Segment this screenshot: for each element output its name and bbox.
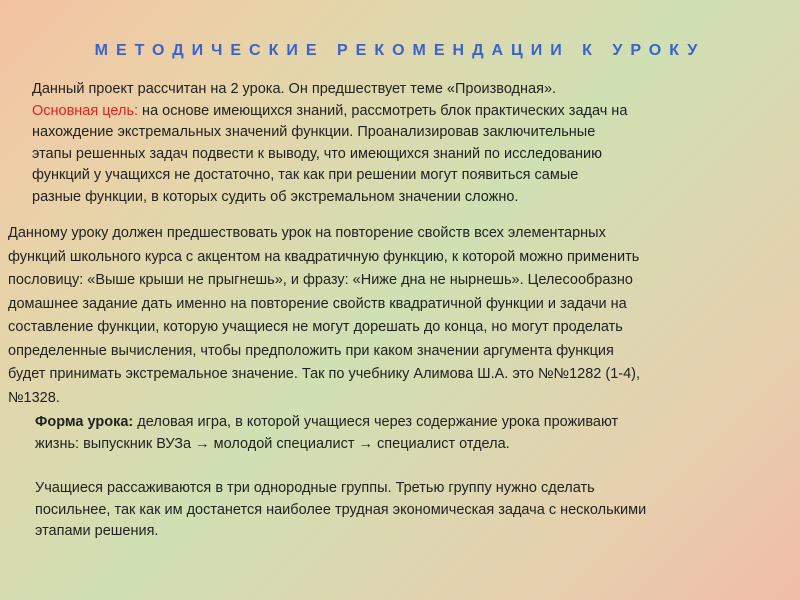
preparation-line: №1328. [8, 389, 60, 406]
form-line [35, 412, 795, 434]
goal-text: на основе имеющихся знаний, рассмотреть блок практических задач на [138, 102, 628, 119]
form-label: Форма урока: [35, 414, 134, 430]
preparation-line: определенные вычисления, чтобы предположить при каком значении аргумента функция [8, 342, 614, 359]
preparation-line: домашнее задание дать именно на повторение свойств квадратичной функции и задачи на [8, 295, 627, 312]
groups-paragraph [35, 478, 795, 543]
form-text: деловая игра, в которой учащиеся через содержание урока проживают [133, 414, 619, 430]
form-line: жизнь: выпускник ВУЗа → молодой специалист → специалист отдела. [35, 435, 510, 452]
slide-title: МЕТОДИЧЕСКИЕ РЕКОМЕНДАЦИИ К УРОКУ [94, 42, 706, 59]
preparation-line: Данному уроку должен предшествовать урок на повторение свойств всех элементарных [8, 225, 606, 241]
preparation-line: функций школьного курса с акцентом на квадратичную функцию, к которой можно применить [8, 248, 640, 265]
intro-line: этапы решенных задач подвести к выводу, что имеющихся знаний по исследованию [32, 145, 602, 162]
groups-line: посильнее, так как им достанется наиболее трудная экономическая задача с несколькими [35, 501, 647, 518]
preparation-paragraph [8, 222, 794, 410]
intro-line: нахождение экстремальных значений функции. Проанализировав заключительные [32, 124, 596, 141]
intro-paragraph [32, 79, 772, 209]
groups-line: Учащиеся рассаживаются в три однородные группы. Третью группу нужно сделать [35, 480, 595, 496]
groups-line: этапами решения. [35, 523, 159, 540]
intro-line: функций у учащихся не достаточно, так как при решении могут появиться самые [32, 167, 579, 184]
preparation-line: составление функции, которую учащиеся не могут дорешать до конца, но могут проделать [8, 319, 623, 335]
goal-line [32, 101, 772, 123]
preparation-line: пословицу: «Выше крыши не прыгнешь», и фразу: «Ниже дна не нырнешь». Целесообразно [8, 272, 633, 288]
intro-line: Данный проект рассчитан на 2 урока. Он предшествует теме «Производная». [32, 81, 557, 97]
preparation-line: будет принимать экстремальное значение. Так по учебнику Алимова Ш.А. это №№1282 (1-4), [8, 366, 641, 382]
lesson-form-paragraph [35, 412, 795, 455]
goal-label: Основная цель: [32, 102, 139, 119]
intro-line: разные функции, в которых судить об экстремальном значении сложно. [32, 188, 519, 205]
